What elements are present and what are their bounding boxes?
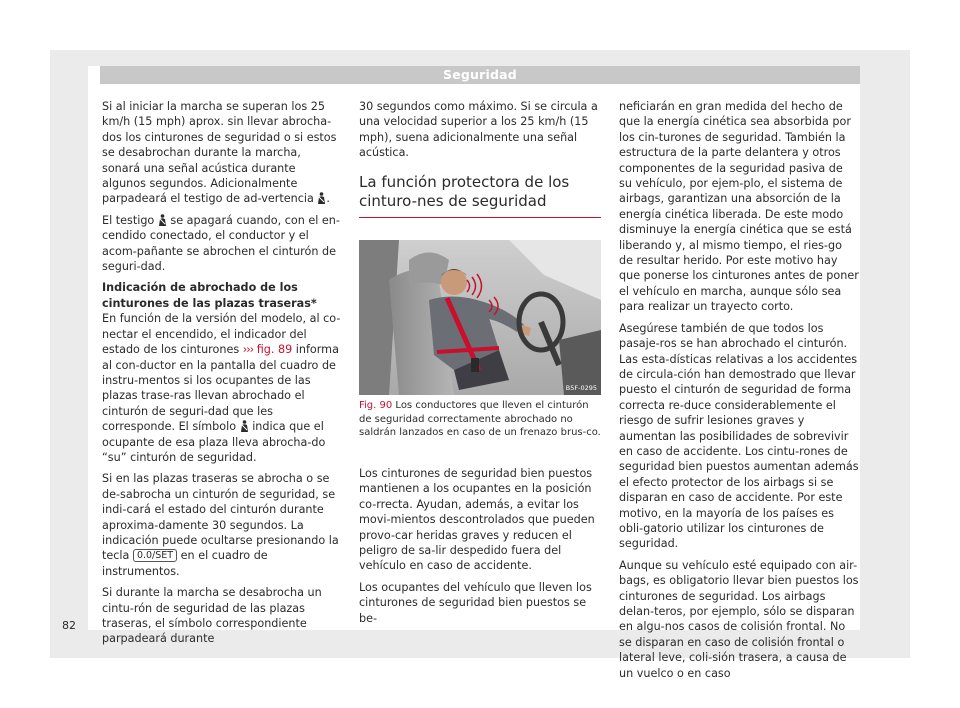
seatbelt-status-icon: [240, 420, 249, 432]
text: Si al iniciar la marcha se superan los 25 km/h (15 mph) aprox. sin llevar abrocha-dos los cinturones de seguridad o si estos se desabrochan durante la marcha, sonará una señal acústica durante algunos segundos. Adicionalmente parpadeará el testigo de ad-vertencia: [102, 100, 337, 206]
text: se apagará cuando, con el en-cendido conectado, el conductor y el acom-pañante se abrochen el cinturón de seguri-dad.: [102, 213, 340, 274]
column-3: [619, 99, 859, 687]
driver-seatbelt-illustration: [359, 240, 601, 395]
section-title-label: Seguridad: [443, 67, 517, 82]
paragraph: 30 segundos como máximo. Si se circula a una velocidad superior a los 25 km/h (15 mph), suena adicionalmente una señal acústica.: [359, 100, 598, 160]
section-heading: La función protectora de los cinturo-nes de seguridad: [359, 173, 601, 218]
paragraph: Si durante la marcha se desabrocha un cintu-rón de seguridad de las plazas traseras, el símbolo correspondiente parpadeará durante: [102, 586, 322, 646]
cross-reference-arrows: ›››: [242, 343, 254, 357]
paragraph: Aunque su vehículo esté equipado con air-bags, es obligatorio llevar bien puestos los cinturones de seguridad. Los airbags delan-teros, por ejemplo, sólo se disparan en algu-nos casos de colisión frontal. No se disparan en caso de colisión frontal o lateral leve, coli-sión trasera, a causa de un vuelco o en caso: [619, 558, 859, 680]
text: En función de la versión del modelo, al co-nectar el encendido, el indicador del estado de los cinturones: [102, 312, 341, 357]
column-2-continued: [359, 466, 601, 632]
seatbelt-warning-icon: [158, 214, 167, 226]
figure-link[interactable]: fig. 89: [256, 343, 293, 357]
figure-90-image: [359, 240, 601, 395]
paragraph: [102, 311, 342, 465]
text: en el cuadro de instrumentos.: [102, 549, 268, 578]
text: .: [326, 192, 330, 206]
text: indica que el ocupante de esa plaza lleva abrocha-do “su” cinturón de seguridad.: [102, 420, 326, 464]
paragraph: [102, 213, 342, 275]
paragraph: Los cinturones de seguridad bien puestos mantienen a los ocupantes en la posición co-rrecta. Ayudan, además, a evitar los movi-mientos descontrolados que pueden provo-car heridas graves y reducen el peligro de sa-lir despedido fuera del vehículo en caso de accidente.: [359, 467, 595, 573]
figure-caption: [359, 399, 601, 440]
paragraph: neficiarán en gran medida del hecho de que la energía cinética sea absorbida por los cin-turones de seguridad. También la estructura de la parte delantera y otros componentes de la seguridad pasiva de su vehículo, por ejem-plo, el sistema de airbags, garantizan una absorción de la energía cinética liberada. De este modo disminuye la energía cinética que se está liberando y, al mismo tiempo, el ries-go de resultar herido. Por este motivo hay que ponerse los cinturones antes de poner el vehículo en marcha, aunque sólo sea para realizar un trayecto corto.: [619, 100, 859, 314]
figure-label: Fig. 90: [359, 400, 393, 411]
column-1: [102, 99, 342, 653]
text: El testigo: [102, 213, 155, 227]
paragraph: [102, 99, 342, 207]
column-2: [359, 99, 601, 218]
subheading: Indicación de abrochado de los cinturones de las plazas traseras*: [102, 281, 317, 310]
text: Si en las plazas traseras se abrocha o se de-sabrocha un cinturón de seguridad, se indi-cará el estado del cinturón durante aproxima-damente 30 segundos. La indicación puede ocultarse presionando la tecla: [102, 472, 339, 563]
text: informa al con-ductor en la pantalla del cuadro de instru-mentos si los ocupantes de las plazas trase-ras llevan abrochado el cinturón de seguri-dad que les corresponde. El símbolo: [102, 343, 339, 434]
paragraph: Los ocupantes del vehículo que lleven los cinturones de seguridad bien puestos se be-: [359, 580, 592, 625]
caption-text: Los conductores que lleven el cinturón de seguridad correctamente abrochado no saldrán lanzados en caso de un frenazo brus-co.: [359, 400, 601, 438]
set-key-label: 0.0/SET: [133, 549, 177, 562]
paragraph: Asegúrese también de que todos los pasaje-ros se han abrochado el cinturón. Las esta-dísticas relativas a los accidentes de circula-ción han demostrado que llevar puesto el cinturón de seguridad de forma correcta re-duce considerablemente el riesgo de sufrir lesiones graves y aumentan las posibilidades de sobrevivir en caso de accidente. Los cintu-rones de seguridad bien puestos aumentan además el efecto protector de los airbags si se disparan en caso de accidente. Por este motivo, en la mayoría de los países es obli-gatorio utilizar los cinturones de seguridad.: [619, 321, 859, 551]
page-number: 82: [62, 619, 76, 632]
paragraph: [102, 471, 342, 579]
figure-code: B5F-0295: [565, 384, 597, 392]
section-header: [100, 66, 860, 84]
